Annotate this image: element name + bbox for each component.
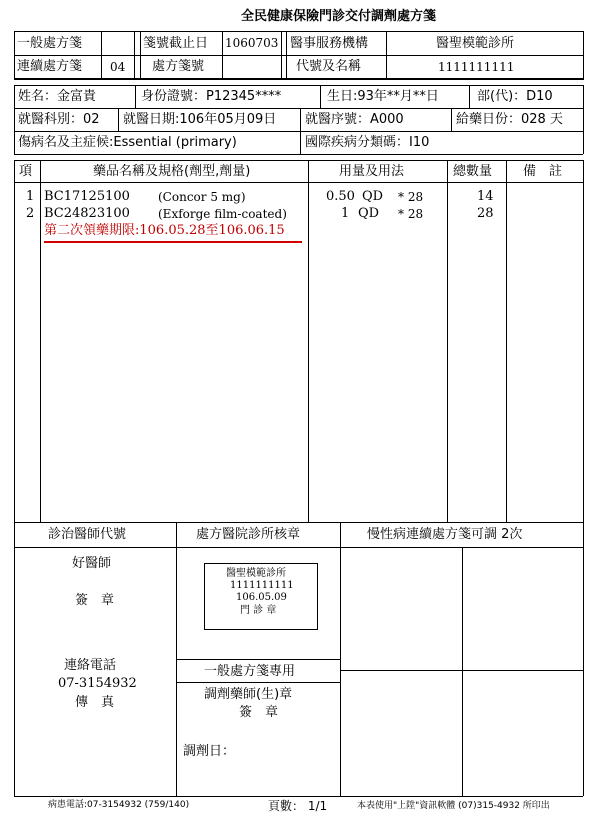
clinic-seal-header: 處方醫院診所核章 bbox=[196, 527, 301, 542]
continuous-rx-label: 連續處方箋 bbox=[17, 59, 83, 74]
patient-id: 身份證號：P12345**** bbox=[141, 89, 282, 104]
doctor-name: 好醫師 bbox=[72, 556, 112, 571]
diagnosis: 傷病名及主症候:Essential (primary) bbox=[18, 135, 237, 150]
drug-quantity: 28 bbox=[477, 206, 494, 221]
org-name: 醫聖模範診所 bbox=[436, 36, 515, 51]
document-title: 全民健康保險門診交付調劑處方箋 bbox=[241, 9, 437, 24]
col-usage-header: 用量及用法 bbox=[339, 164, 405, 179]
row-number: 1 bbox=[26, 189, 35, 204]
drug-code: BC17125100 bbox=[44, 189, 130, 204]
icd-code: 國際疾病分類碼：I10 bbox=[305, 135, 430, 150]
col-note-header: 備 註 bbox=[523, 164, 563, 179]
valid-until-label: 箋號截止日 bbox=[143, 36, 209, 51]
patient-phone-footer: 病患電話:07-3154932 (759/140) bbox=[48, 800, 190, 810]
col-total-header: 總數量 bbox=[453, 164, 493, 179]
pharmacist-label: 調劑藥師(生)章 bbox=[204, 687, 293, 702]
doctor-code-header: 診治醫師代號 bbox=[48, 527, 127, 542]
fax-label: 傳 真 bbox=[75, 695, 115, 710]
col-drug-header: 藥品名稱及規格(劑型,劑量) bbox=[93, 164, 251, 179]
stamp-clinic-name: 醫聖模範診所 bbox=[226, 568, 286, 579]
stamp-date: 106.05.09 bbox=[236, 592, 287, 603]
visit-sequence: 就醫序號：A000 bbox=[305, 112, 404, 127]
chronic-refill-header: 慢性病連續處方箋可調 2次 bbox=[367, 527, 523, 542]
col-item-header: 項 bbox=[19, 164, 33, 179]
stamp-seal-label: 門 診 章 bbox=[240, 605, 277, 616]
dispense-date-label: 調劑日： bbox=[183, 744, 236, 759]
contact-phone: 07-3154932 bbox=[58, 676, 137, 691]
org-label: 醫事服務機構 bbox=[290, 36, 369, 51]
org-code: 1111111111 bbox=[438, 60, 515, 74]
drug-days: * 28 bbox=[398, 207, 424, 221]
drug-name: (Exforge film-coated) bbox=[158, 207, 287, 221]
drug-dose: 1 bbox=[341, 206, 350, 221]
code-label: 代號及名稱 bbox=[296, 59, 362, 74]
refill-note-underline bbox=[44, 241, 302, 243]
visit-date: 就醫日期:106年05月09日 bbox=[123, 112, 277, 127]
drug-days: * 28 bbox=[398, 190, 424, 204]
pharmacist-signature-label: 簽 章 bbox=[239, 705, 279, 720]
drug-dose: 0.50 bbox=[326, 189, 355, 204]
page-number: 頁數： 1/1 bbox=[268, 799, 328, 813]
doctor-signature-label: 簽 章 bbox=[75, 593, 115, 608]
drug-quantity: 14 bbox=[477, 189, 494, 204]
visit-subject: 就醫科別：02 bbox=[18, 112, 100, 127]
refill-period-note: 第二次領藥期限:106.05.28至106.06.15 bbox=[44, 223, 285, 238]
drug-name: (Concor 5 mg) bbox=[158, 190, 246, 204]
general-rx-only-label: 一般處方箋專用 bbox=[204, 664, 296, 679]
drug-frequency: QD bbox=[362, 189, 384, 204]
drug-code: BC24823100 bbox=[44, 206, 130, 221]
software-vendor-note: 本表使用"上陞"資訊軟體 (07)315-4932 所印出 bbox=[357, 801, 550, 811]
general-rx-label: 一般處方箋 bbox=[17, 36, 83, 51]
patient-dob: 生日:93年**月**日 bbox=[327, 89, 439, 104]
patient-dept: 部(代)：D10 bbox=[477, 89, 553, 104]
continuous-rx-number: 04 bbox=[110, 60, 126, 74]
stamp-clinic-code: 1111111111 bbox=[230, 580, 294, 591]
row-number: 2 bbox=[26, 206, 35, 221]
patient-name: 姓名：金富貴 bbox=[18, 89, 97, 104]
drug-frequency: QD bbox=[358, 206, 380, 221]
valid-until-value: 1060703 bbox=[225, 36, 279, 50]
contact-phone-label: 連絡電話 bbox=[64, 658, 117, 673]
dispense-days: 給藥日份：028 天 bbox=[456, 112, 563, 127]
rx-number-label: 處方箋號 bbox=[152, 59, 205, 74]
